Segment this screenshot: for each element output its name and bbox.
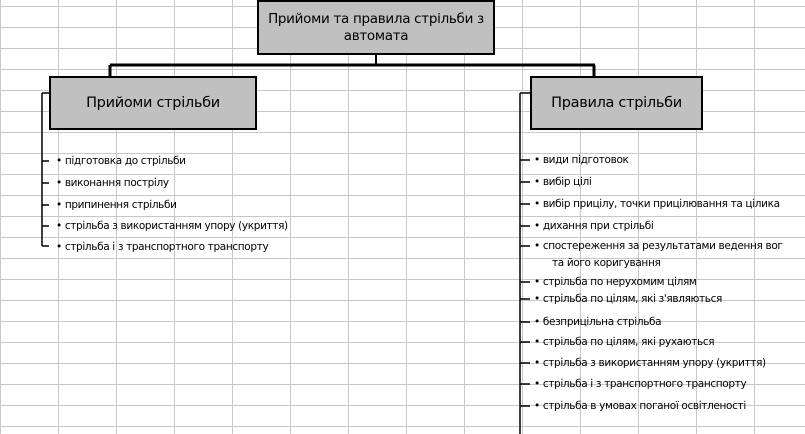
bullet-icon: • xyxy=(534,220,540,232)
list-item: • стрільба по цілям, які рухаються xyxy=(534,336,715,348)
list-item: • стрільба по нерухомим цілям xyxy=(534,276,697,288)
bullet-icon: • xyxy=(534,198,540,210)
bullet-icon: • xyxy=(534,400,540,412)
bullet-icon: • xyxy=(534,176,540,188)
bullet-icon: • xyxy=(534,154,540,166)
list-item: • вибір цілі xyxy=(534,176,592,188)
left-node-title: Прийоми стрільби xyxy=(86,94,220,111)
bullet-icon: • xyxy=(56,155,62,167)
list-item: • стрільба і з транспортного транспорту xyxy=(534,378,747,390)
bullet-icon: • xyxy=(534,276,540,288)
list-item: • підготовка до стрільби xyxy=(56,155,186,167)
list-item: • стрільба в умовах поганої освітленості xyxy=(534,400,746,412)
list-item: • види підготовок xyxy=(534,154,629,166)
bullet-icon: • xyxy=(534,240,540,252)
root-title-line2: автомата xyxy=(343,27,409,44)
bullet-icon: • xyxy=(534,293,540,305)
bullet-icon: • xyxy=(56,241,62,253)
left-node-box xyxy=(49,76,257,130)
root-title-line1: Прийоми та правила стрільби з xyxy=(268,10,484,27)
list-item: • вибір прицілу, точки прицілювання та цілика xyxy=(534,198,780,210)
list-item: • стрільба і з транспортного транспорту xyxy=(56,241,269,253)
bullet-icon: • xyxy=(534,378,540,390)
right-node-box xyxy=(530,76,703,130)
bullet-icon: • xyxy=(56,177,62,189)
list-item: • спостереження за результатами ведення вог xyxy=(534,240,783,252)
list-item-continuation: та його коригування xyxy=(552,257,661,269)
list-item: • виконання пострілу xyxy=(56,177,169,189)
root-node-box xyxy=(257,0,495,55)
right-node-title: Правила стрільби xyxy=(551,94,682,111)
bullet-icon: • xyxy=(534,357,540,369)
list-item: • припинення стрільби xyxy=(56,199,177,211)
bullet-icon: • xyxy=(534,316,540,328)
list-item: • дихання при стрільбі xyxy=(534,220,654,232)
list-item: • стрільба по цілям, які з'являються xyxy=(534,293,723,305)
list-item: • стрільба з використанням упору (укриття) xyxy=(534,357,766,369)
bullet-icon: • xyxy=(56,220,62,232)
list-item: • стрільба з використанням упору (укриття) xyxy=(56,220,288,232)
bullet-icon: • xyxy=(534,336,540,348)
list-item: • безприцільна стрільба xyxy=(534,316,662,328)
bullet-icon: • xyxy=(56,199,62,211)
